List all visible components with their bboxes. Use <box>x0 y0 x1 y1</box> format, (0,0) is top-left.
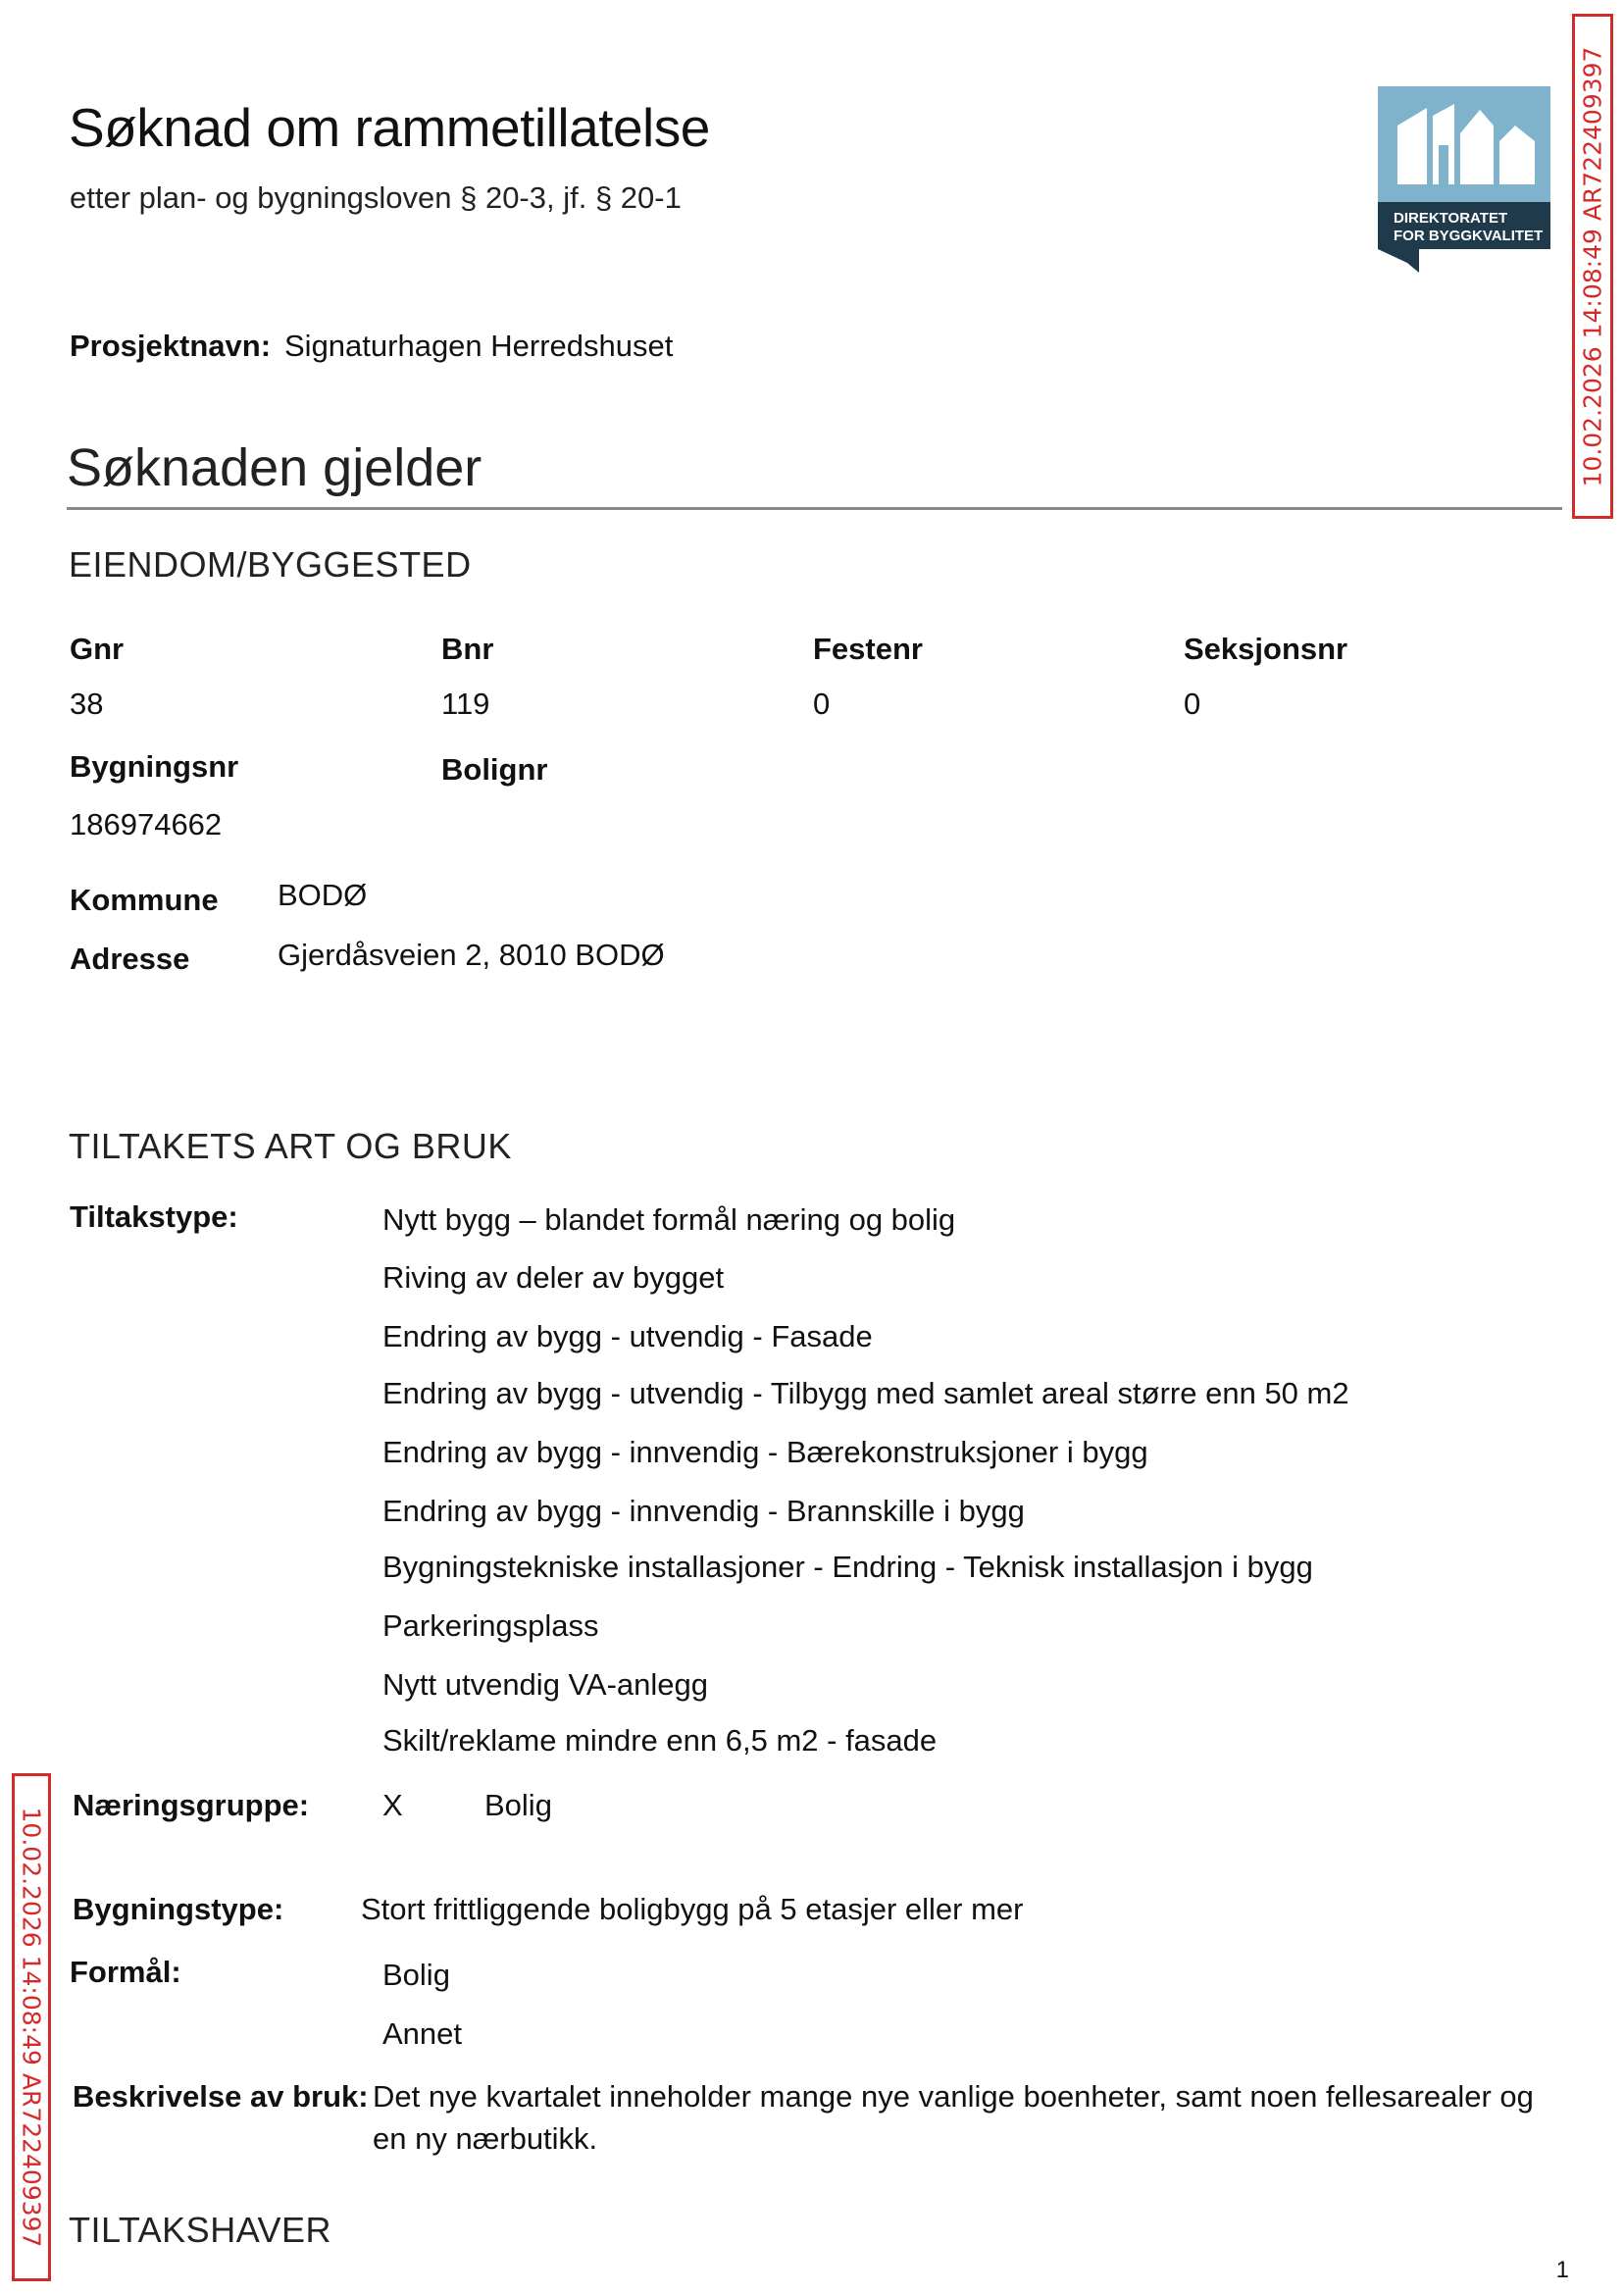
document-stamp-left <box>12 1773 51 2281</box>
list-item: Nytt bygg – blandet formål næring og bolig <box>382 1202 956 1237</box>
list-item: Endring av bygg - utvendig - Fasade <box>382 1319 873 1353</box>
section-heading-applies: Søknaden gjelder <box>67 438 482 497</box>
list-item: Skilt/reklame mindre enn 6,5 m2 - fasade <box>382 1723 938 1758</box>
gnr-value: 38 <box>70 687 104 721</box>
list-item: Nytt utvendig VA-anlegg <box>382 1667 709 1702</box>
seksjonsnr-value: 0 <box>1184 687 1201 721</box>
section-heading-property: EIENDOM/BYGGESTED <box>69 544 472 585</box>
naeringsgruppe-code: X <box>382 1788 403 1822</box>
document-stamp-right <box>1572 14 1613 519</box>
beskrivelse-label: Beskrivelse av bruk: <box>73 2079 369 2114</box>
page-title: Søknad om rammetillatelse <box>69 97 710 158</box>
page-number: 1 <box>1555 2257 1569 2283</box>
bygningsnr-value: 186974662 <box>70 807 223 841</box>
list-item: Bolig <box>382 1958 450 1992</box>
section-heading-measure: TILTAKETS ART OG BRUK <box>69 1126 512 1166</box>
seksjonsnr-label: Seksjonsnr <box>1184 632 1348 666</box>
bygningstype-value: Stort frittliggende boligbygg på 5 etasjer eller mer <box>361 1892 1024 1926</box>
bnr-value: 119 <box>441 687 490 721</box>
beskrivelse-line2: en ny nærbutikk. <box>373 2121 598 2156</box>
stamp-text: 10.02.2026 14:08:49 AR722409397 <box>1578 46 1607 486</box>
stamp-text: 10.02.2026 14:08:49 AR722409397 <box>17 1807 46 2248</box>
list-item: Parkeringsplass <box>382 1608 599 1643</box>
list-item: Bygningstekniske installasjoner - Endring - Teknisk installasjon i bygg <box>382 1550 1313 1584</box>
formaal-label: Formål: <box>70 1955 181 1989</box>
festenr-label: Festenr <box>813 632 923 666</box>
list-item: Endring av bygg - utvendig - Tilbygg med samlet areal større enn 50 m2 <box>382 1376 1349 1410</box>
dibk-logo-graphic <box>1378 86 1550 276</box>
list-item: Annet <box>382 2016 463 2051</box>
beskrivelse-line1: Det nye kvartalet inneholder mange nye vanlige boenheter, samt noen fellesarealer og <box>373 2079 1534 2114</box>
logo-text-line1: DIREKTORATET <box>1394 210 1508 227</box>
kommune-value: BODØ <box>278 878 368 912</box>
section-heading-applicant: TILTAKSHAVER <box>69 2210 332 2250</box>
logo-text-line2: FOR BYGGKVALITET <box>1394 228 1544 244</box>
project-name-value: Signaturhagen Herredshuset <box>284 329 674 363</box>
section-divider <box>67 507 1562 510</box>
gnr-label: Gnr <box>70 632 125 666</box>
naeringsgruppe-value: Bolig <box>484 1788 552 1822</box>
adresse-value: Gjerdåsveien 2, 8010 BODØ <box>278 938 665 972</box>
bnr-label: Bnr <box>441 632 494 666</box>
project-name-label: Prosjektnavn: <box>70 329 272 363</box>
dibk-logo <box>1378 86 1550 276</box>
naeringsgruppe-label: Næringsgruppe: <box>73 1788 310 1822</box>
list-item: Endring av bygg - innvendig - Bærekonstruksjoner i bygg <box>382 1435 1148 1469</box>
list-item: Riving av deler av bygget <box>382 1260 725 1295</box>
tiltakstype-label: Tiltakstype: <box>70 1199 238 1234</box>
adresse-label: Adresse <box>70 942 190 976</box>
kommune-label: Kommune <box>70 883 219 917</box>
list-item: Endring av bygg - innvendig - Brannskille i bygg <box>382 1494 1025 1528</box>
bolignr-label: Bolignr <box>441 752 548 787</box>
page-subtitle: etter plan- og bygningsloven § 20-3, jf. § 20-1 <box>70 180 682 215</box>
bygningsnr-label: Bygningsnr <box>70 749 239 784</box>
bygningstype-label: Bygningstype: <box>73 1892 284 1926</box>
festenr-value: 0 <box>813 687 831 721</box>
